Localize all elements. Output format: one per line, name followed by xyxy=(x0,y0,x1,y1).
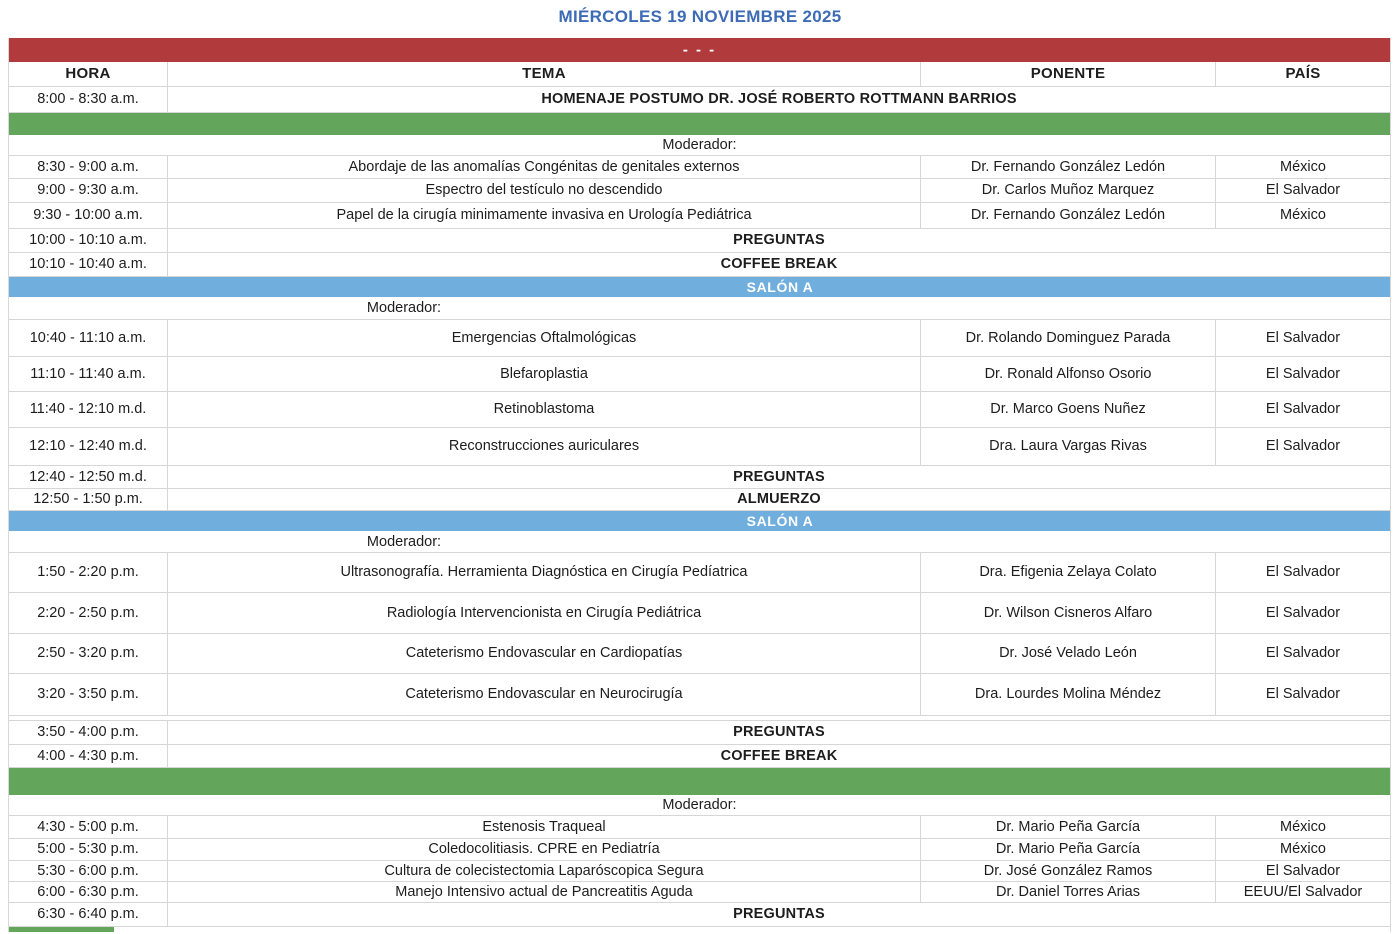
session-row xyxy=(9,674,1390,716)
pais-cell: El Salvador xyxy=(1265,365,1341,382)
banner-label: - - - xyxy=(682,41,717,59)
tema-cell: Ultrasonografía. Herramienta Diagnóstica en Cirugía Pedíatrica xyxy=(168,553,921,592)
pais-cell: El Salvador xyxy=(1265,645,1341,662)
column-header-pais: PAÍS xyxy=(1285,64,1321,82)
session-row xyxy=(9,203,1390,229)
moderator-row xyxy=(9,531,1390,553)
column-header-ponente: PONENTE xyxy=(921,62,1216,86)
pais-cell: El Salvador xyxy=(1265,686,1341,703)
green-section-banner xyxy=(9,113,1390,135)
moderator-label: Moderador: xyxy=(662,797,737,813)
time-cell: 10:40 - 11:10 a.m. xyxy=(9,320,168,356)
tema-cell: Espectro del testículo no descendido xyxy=(168,179,921,202)
session-row xyxy=(9,634,1390,674)
moderator-row xyxy=(9,795,1390,816)
time-cell: 12:10 - 12:40 m.d. xyxy=(9,428,168,465)
time-cell: 4:00 - 4:30 p.m. xyxy=(9,745,168,767)
pais-cell: El Salvador xyxy=(1265,604,1341,621)
time-cell: 2:20 - 2:50 p.m. xyxy=(9,593,168,633)
schedule-row-merged xyxy=(9,466,1390,489)
pais-cell: El Salvador xyxy=(1265,329,1341,346)
tema-cell: Retinoblastoma xyxy=(168,392,921,427)
time-cell: 4:30 - 5:00 p.m. xyxy=(9,816,168,838)
ponente-cell: Dr. José Velado León xyxy=(921,634,1216,673)
ponente-cell: Dr. Mario Peña García xyxy=(921,816,1216,838)
ponente-cell: Dr. Wilson Cisneros Alfaro xyxy=(921,593,1216,633)
session-row xyxy=(9,156,1390,179)
pais-cell: México xyxy=(1280,841,1326,858)
time-cell: 11:40 - 12:10 m.d. xyxy=(9,392,168,427)
session-row xyxy=(9,816,1390,839)
tema-cell: Blefaroplastia xyxy=(168,357,921,391)
merged-label-cell: PREGUNTAS xyxy=(733,724,825,741)
session-row xyxy=(9,428,1390,466)
time-cell: 5:00 - 5:30 p.m. xyxy=(9,839,168,860)
time-cell: 12:50 - 1:50 p.m. xyxy=(9,489,168,510)
green-section-banner xyxy=(9,768,1390,795)
pais-cell: México xyxy=(1280,158,1326,175)
time-cell: 6:00 - 6:30 p.m. xyxy=(9,882,168,902)
banner-label: SALÓN A xyxy=(746,513,814,529)
pais-cell: EEUU/El Salvador xyxy=(1243,883,1363,900)
time-cell: 8:00 - 8:30 a.m. xyxy=(9,87,168,112)
column-header-time: HORA xyxy=(9,62,168,86)
schedule-row-merged xyxy=(9,229,1390,253)
ponente-cell: Dr. Rolando Dominguez Parada xyxy=(921,320,1216,356)
ponente-cell: Dra. Efigenia Zelaya Colato xyxy=(921,553,1216,592)
moderator-label: Moderador: xyxy=(366,533,442,550)
tema-cell: Emergencias Oftalmológicas xyxy=(168,320,921,356)
moderator-row xyxy=(9,135,1390,156)
moderator-label: Moderador: xyxy=(366,300,442,316)
ponente-cell: Dr. Daniel Torres Arias xyxy=(921,882,1216,902)
time-cell: 10:00 - 10:10 a.m. xyxy=(9,229,168,252)
time-cell: 6:30 - 6:40 p.m. xyxy=(9,903,168,926)
ponente-cell: Dr. Fernando González Ledón xyxy=(921,156,1216,178)
ponente-cell: Dra. Laura Vargas Rivas xyxy=(921,428,1216,465)
tema-cell: Cultura de colecistectomia Laparóscopica Segura xyxy=(168,861,921,881)
time-cell: 11:10 - 11:40 a.m. xyxy=(9,357,168,391)
schedule-row-merged xyxy=(9,87,1390,113)
session-row xyxy=(9,320,1390,357)
tema-cell: Estenosis Traqueal xyxy=(168,816,921,838)
merged-label-cell: PREGUNTAS xyxy=(733,906,825,923)
tema-cell: Coledocolitiasis. CPRE en Pediatría xyxy=(168,839,921,860)
merged-label-cell: ALMUERZO xyxy=(737,491,821,508)
time-cell: 3:20 - 3:50 p.m. xyxy=(9,674,168,715)
schedule-row-merged xyxy=(9,489,1390,511)
time-cell: 2:50 - 3:20 p.m. xyxy=(9,634,168,673)
schedule-row-merged xyxy=(9,903,1390,927)
pais-cell: El Salvador xyxy=(1265,401,1341,418)
column-header-row xyxy=(9,62,1390,87)
ponente-cell: Dr. Mario Peña García xyxy=(921,839,1216,860)
pais-cell: El Salvador xyxy=(1265,564,1341,581)
ponente-cell: Dr. Ronald Alfonso Osorio xyxy=(921,357,1216,391)
merged-label-cell: PREGUNTAS xyxy=(733,468,825,485)
session-row xyxy=(9,553,1390,593)
pais-cell: México xyxy=(1280,207,1326,224)
schedule-row-merged xyxy=(9,745,1390,768)
blue-section-banner xyxy=(9,511,1390,531)
ponente-cell: Dr. Fernando González Ledón xyxy=(921,203,1216,228)
tema-cell: Cateterismo Endovascular en Neurocirugía xyxy=(168,674,921,715)
time-cell: 9:30 - 10:00 a.m. xyxy=(9,203,168,228)
tema-cell: Abordaje de las anomalías Congénitas de genitales externos xyxy=(168,156,921,178)
merged-label-cell: HOMENAJE POSTUMO DR. JOSÉ ROBERTO ROTTMANN BARRIOS xyxy=(541,91,1017,108)
session-row xyxy=(9,357,1390,392)
column-header-tema: TEMA xyxy=(168,62,921,86)
tema-cell: Papel de la cirugía minimamente invasiva en Urología Pediátrica xyxy=(168,203,921,228)
time-cell: 8:30 - 9:00 a.m. xyxy=(9,156,168,178)
pais-cell: El Salvador xyxy=(1265,438,1341,455)
merged-label-cell: PREGUNTAS xyxy=(733,232,825,249)
session-row xyxy=(9,882,1390,903)
merged-label-cell: COFFEE BREAK xyxy=(720,747,838,764)
ponente-cell: Dra. Lourdes Molina Méndez xyxy=(921,674,1216,715)
tema-cell: Reconstrucciones auriculares xyxy=(168,428,921,465)
merged-label-cell: COFFEE BREAK xyxy=(720,256,838,273)
tema-cell: Radiología Intervencionista en Cirugía Pediátrica xyxy=(168,593,921,633)
session-row xyxy=(9,839,1390,861)
session-row xyxy=(9,861,1390,882)
session-row xyxy=(9,392,1390,428)
time-cell: 9:00 - 9:30 a.m. xyxy=(9,179,168,202)
pais-cell: El Salvador xyxy=(1265,182,1341,199)
red-section-banner xyxy=(9,38,1390,62)
time-cell: 3:50 - 4:00 p.m. xyxy=(9,721,168,744)
schedule-row-merged xyxy=(9,253,1390,277)
page-title: MIÉRCOLES 19 NOVIEMBRE 2025 xyxy=(558,7,842,26)
schedule-row-merged xyxy=(9,721,1390,745)
ponente-cell: Dr. José González Ramos xyxy=(921,861,1216,881)
moderator-label: Moderador: xyxy=(662,137,737,153)
time-cell: 1:50 - 2:20 p.m. xyxy=(9,553,168,592)
tema-cell: Cateterismo Endovascular en Cardiopatías xyxy=(168,634,921,673)
ponente-cell: Dr. Carlos Muñoz Marquez xyxy=(921,179,1216,202)
tema-cell: Manejo Intensivo actual de Pancreatitis Aguda xyxy=(168,882,921,902)
moderator-row xyxy=(9,297,1390,320)
time-cell: 5:30 - 6:00 p.m. xyxy=(9,861,168,881)
pais-cell: El Salvador xyxy=(1265,862,1341,879)
ponente-cell: Dr. Marco Goens Nuñez xyxy=(921,392,1216,427)
green-section-banner xyxy=(9,927,114,932)
pais-cell: México xyxy=(1280,818,1326,835)
session-row xyxy=(9,593,1390,634)
time-cell: 12:40 - 12:50 m.d. xyxy=(9,466,168,488)
banner-label: SALÓN A xyxy=(746,279,814,295)
schedule-table xyxy=(8,38,1391,932)
session-row xyxy=(9,179,1390,203)
blue-section-banner xyxy=(9,277,1390,297)
time-cell: 10:10 - 10:40 a.m. xyxy=(9,253,168,276)
